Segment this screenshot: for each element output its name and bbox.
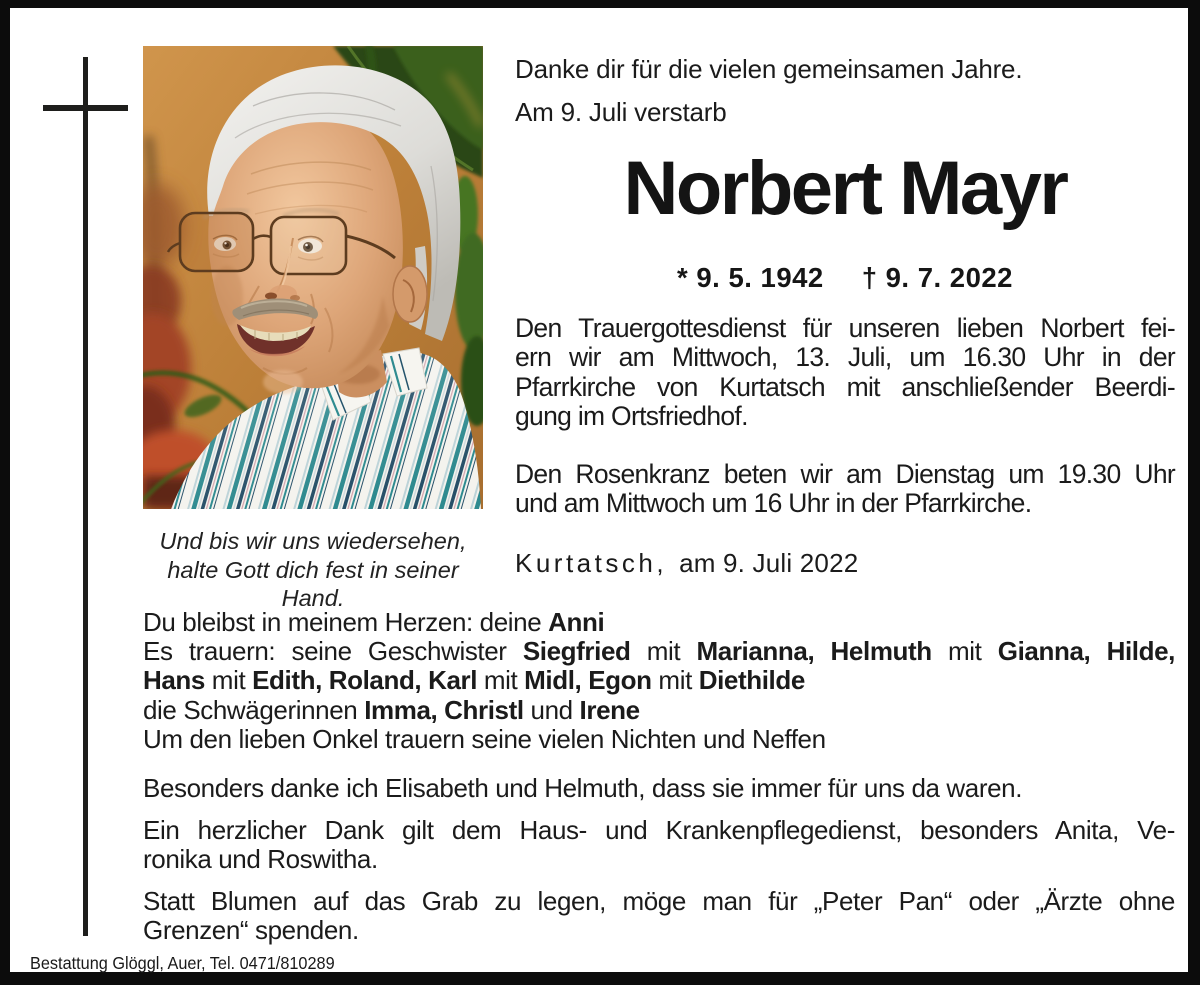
portrait-photo: [143, 46, 483, 509]
obituary-card: [10, 8, 1188, 972]
thanks-line: Danke dir für die vielen gemeinsamen Jahre.: [515, 54, 1023, 84]
text-line: Du bleibst in meinem Herzen: deine Anni: [143, 607, 605, 637]
text-line: gung im Ortsfriedhof.: [515, 401, 748, 432]
text-line: Hans mit Edith, Roland, Karl mit Midl, Egon mit Diethilde: [143, 665, 805, 696]
death-date: † 9. 7. 2022: [861, 262, 1013, 293]
text-line: Grenzen“ spenden.: [143, 915, 359, 945]
text-line: Und bis wir uns wiedersehen,: [159, 528, 467, 554]
text-line: Ein herzlicher Dank gilt dem Haus- und Krankenpflegedienst, besonders Anita, Ve-: [143, 814, 1175, 845]
farewell-quote: [133, 527, 493, 613]
text-line: Es trauern: seine Geschwister Siegfried mit Marianna, Helmuth mit Gianna, Hilde,: [143, 636, 1175, 667]
thanks-paragraph-1: [143, 774, 1175, 804]
rosary-paragraph: [515, 460, 1175, 519]
announcement-column: [515, 54, 1175, 578]
text-line: Um den lieben Onkel trauern seine vielen Nichten und Neffen: [143, 723, 826, 754]
text-line: Den Rosenkranz beten wir am Dienstag um 19.30 Uhr: [515, 458, 1175, 489]
birth-date: * 9. 5. 1942: [677, 262, 824, 293]
deceased-name: Norbert Mayr: [623, 146, 1067, 231]
date-text: am 9. Juli 2022: [679, 548, 859, 579]
life-dates: [515, 261, 1175, 294]
text-line: Statt Blumen auf das Grab zu legen, möge man für „Peter Pan“ oder „Ärzte ohne: [143, 885, 1175, 916]
died-line: Am 9. Juli verstarb: [515, 97, 727, 127]
text-line: Pfarrkirche von Kurtatsch mit anschließender Beerdi-: [515, 371, 1175, 402]
text-line: halte Gott dich fest in seiner Hand.: [167, 556, 459, 611]
funeral-home-info: Bestattung Glöggl, Auer, Tel. 0471/810289: [30, 953, 335, 973]
text-line: und am Mittwoch um 16 Uhr in der Pfarrkirche.: [515, 488, 1032, 519]
text-line: Den Trauergottesdienst für unseren lieben Norbert fei-: [515, 313, 1175, 343]
acknowledgements-block: [143, 774, 1175, 946]
mourners-block: [143, 608, 1175, 754]
memorial-cross-icon-bar: [43, 105, 128, 111]
text-line: ern wir am Mittwoch, 13. Juli, um 16.30 Uhr in der: [515, 342, 1175, 373]
place-dateline: [515, 548, 1175, 578]
place-name: Kurtatsch,: [515, 548, 668, 579]
thanks-paragraph-2: [143, 816, 1175, 875]
text-line: die Schwägerinnen Imma, Christl und Irene: [143, 694, 640, 725]
text-line: Besonders danke ich Elisabeth und Helmuth, dass sie immer für uns da waren.: [143, 773, 1023, 803]
portrait-photo-illustration: [143, 46, 483, 509]
funeral-service-paragraph: [515, 314, 1175, 432]
donations-paragraph: [143, 887, 1175, 946]
memorial-cross-icon: [83, 57, 88, 936]
text-line: ronika und Roswitha.: [143, 844, 378, 874]
